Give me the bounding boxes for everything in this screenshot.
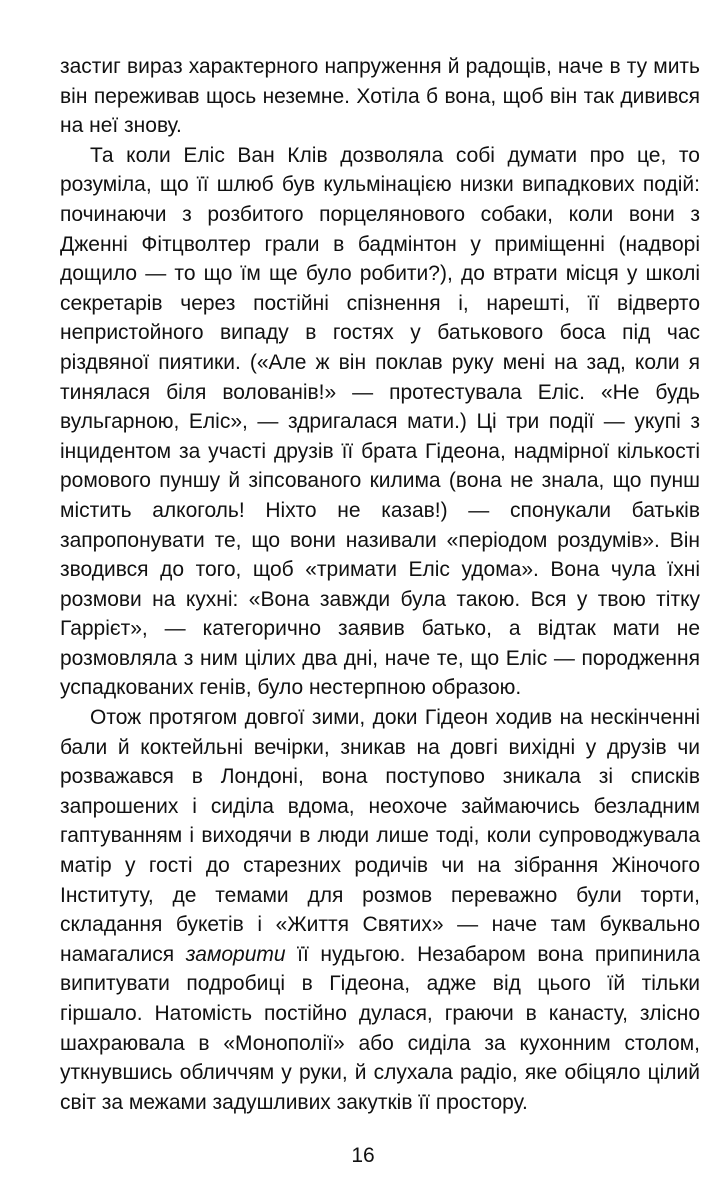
page-number: 16 (351, 1144, 375, 1167)
paragraph-alice-marriage: Та коли Еліс Ван Клів дозволяла собі думати про це, то розуміла, що її шлюб був кульмінацією низки випадкових подій: починаючи з розбитого порцелянового собаки, коли вони з Дженні Фітцволтер грали в бадмінтон у приміщенні (надворі дощило — то що їм ще було робити?), до втрати місця у школі секретарів через постійні спізнення і, нарешті, її відверто непристойного випаду в гостях у батькового боса під час різдвяної пиятики. («Але ж він поклав руку мені на зад, коли я тинялася біля волованів!» — протестувала Еліс. «Не будь вульгарною, Еліс», — здригалася мати.) Ці три події — укупі з інцидентом за участі друзів її брата Гідеона, надмірної кількості ромового пуншу й зіпсованого килима (вона не знала, що пунш містить алкоголь! Ніхто не казав!) — спонукали батьків запропонувати те, що вони називали «періодом роздумів». Він зводився до того, щоб «тримати Еліс удома». Вона чула їхні розмови на кухні: «Вона завжди була такою. Вся у твою тітку Гаррієт», — категорично заявив батько, а відтак мати не розмовляла з ним цілих два дні, наче те, що Еліс — породження успадкованих генів, було нестерпною образою. (60, 143, 700, 700)
paragraph-text-part: Отож протягом довгої зими, доки Гідеон ходив на нескінченні бали й коктейльні вечірки, зникав на довгі вихідні у друзів чи розважався в Лондоні, вона поступово зникала зі списків запрошених і сиділа вдома, неохоче займаючись безладним гаптуванням і виходячи в люди лише тоді, коли супроводжувала матір у гості до старезних родичів чи на зібрання Жіночого Інституту, де темами для розмов переважно були торти, складання букетів і «Життя Святих» — наче там буквально намагалися (60, 706, 700, 966)
paragraph-text-part: її нудьгою. Незабаром вона припинила випитувати подробиці в Гідеона, адже від цього їй тільки гіршало. Натомість постійно дулася, граючи в канасту, злісно шахраювала в «Монополії» або сиділа за кухонним столом, уткнувшись обличчям у руки, й слухала радіо, яке обіцяло цілий світ за межами задушливих закутків її простору. (60, 942, 700, 1114)
page-body (60, 52, 700, 1117)
emphasized-word: заморити (185, 942, 286, 966)
paragraph-continuation: застиг вираз характерного напруження й радощів, наче в ту мить він переживав щось неземне. Хотіла б вона, щоб він так дивився на неї знову. (60, 55, 700, 138)
paragraph-long-winter (60, 703, 700, 1117)
